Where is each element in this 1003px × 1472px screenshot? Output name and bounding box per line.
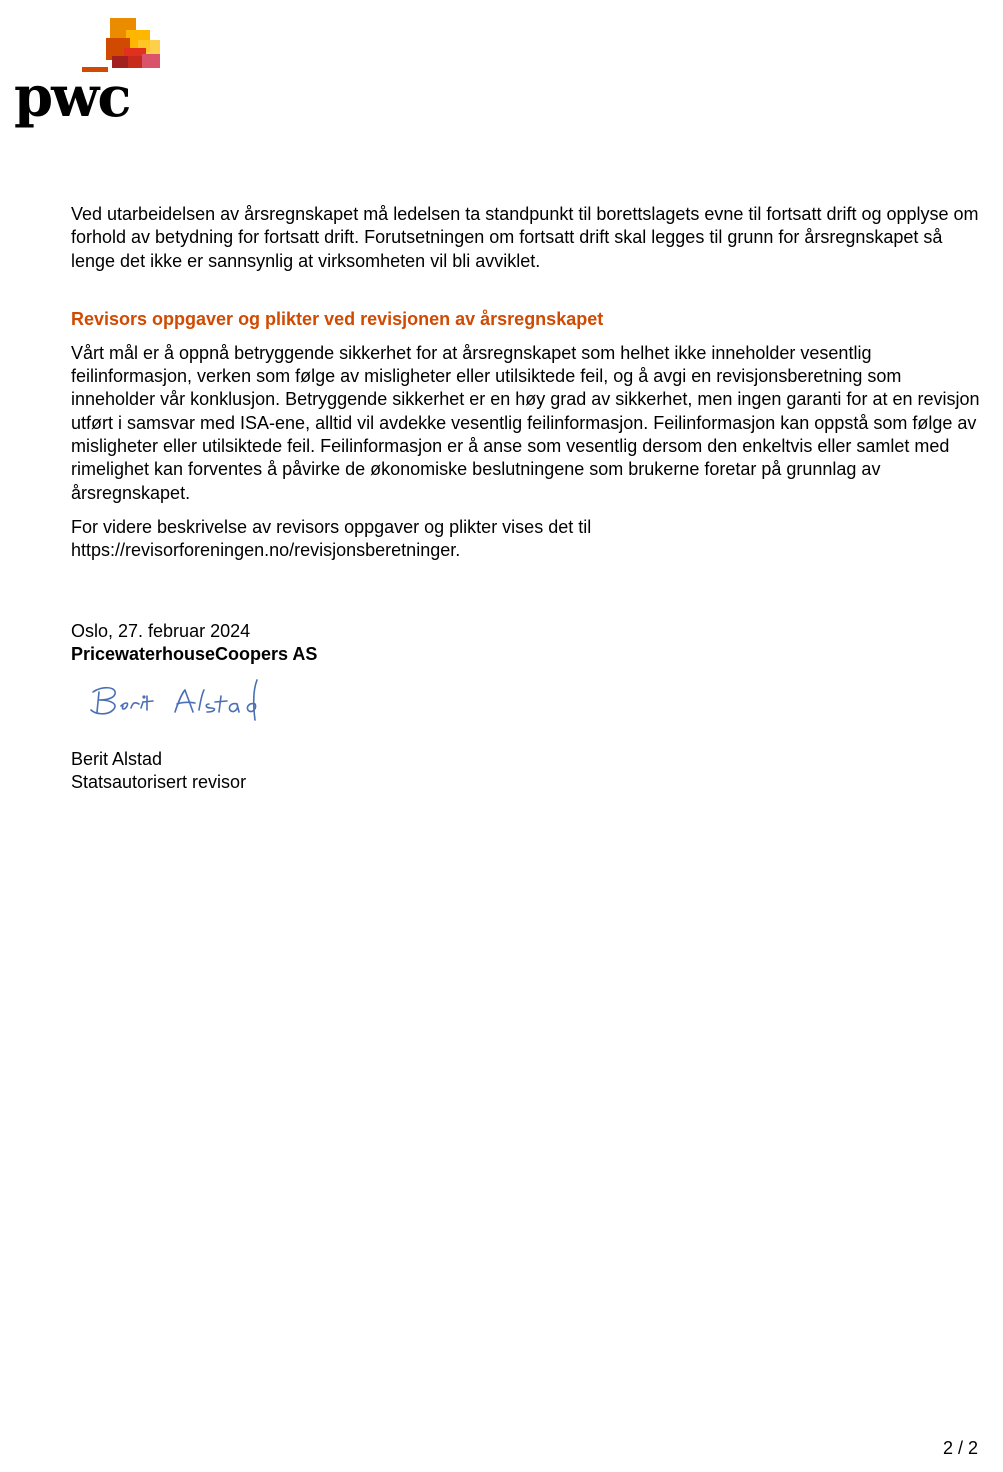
pwc-logo	[14, 16, 170, 134]
more-info-paragraph	[71, 516, 981, 563]
more-info-link[interactable]: https://revisorforeningen.no/revisjonsberetninger.	[71, 540, 461, 561]
place-date: Oslo, 27. februar 2024	[71, 620, 251, 641]
more-info-text: For videre beskrivelse av revisors oppgaver og plikter vises det til	[71, 516, 592, 537]
page-number: 2 / 2	[942, 1438, 978, 1458]
signer-name: Berit Alstad	[71, 749, 163, 770]
signer-title: Statsautorisert revisor	[71, 772, 247, 793]
signoff-block	[71, 620, 981, 795]
pwc-logo-graphic	[14, 16, 170, 134]
letter-body	[71, 203, 981, 795]
firm-name: PricewaterhouseCoopers AS	[71, 643, 318, 664]
handwritten-signature	[87, 676, 267, 726]
goal-paragraph: Vårt mål er å oppnå betryggende sikkerhet for at årsregnskapet som helhet ikke inneholder vesentlig feilinformasjon, verken som følge av misligheter eller utilsiktede feil, og å avgi en revisjonsberetning som inneholder vår konklusjon. Betryggende sikkerhet er en høy grad av sikkerhet, men ingen garanti for at en revisjon utført i samsvar med ISA-ene, alltid vil avdekke vesentlig feilinformasjon. Feilinformasjon kan oppstå som følge av misligheter eller utilsiktede feil. Feilinformasjon er å anse som vesentlig dersom den enkeltvis eller samlet med rimelighet kan forventes å påvirke de økonomiske beslutningene som brukerne foretar på grunnlag av årsregnskapet.	[71, 342, 980, 503]
intro-paragraph: Ved utarbeidelsen av årsregnskapet må ledelsen ta standpunkt til borettslagets evne til fortsatt drift og opplyse om forhold av betydning for fortsatt drift. Forutsetningen om fortsatt drift skal legges til grunn for årsregnskapet så lenge det ikke er sannsynlig at virksomheten vil bli avviklet.	[71, 204, 979, 271]
section-heading: Revisors oppgaver og plikter ved revisjonen av årsregnskapet	[71, 308, 604, 329]
pwc-wordmark: pwc	[14, 64, 130, 130]
